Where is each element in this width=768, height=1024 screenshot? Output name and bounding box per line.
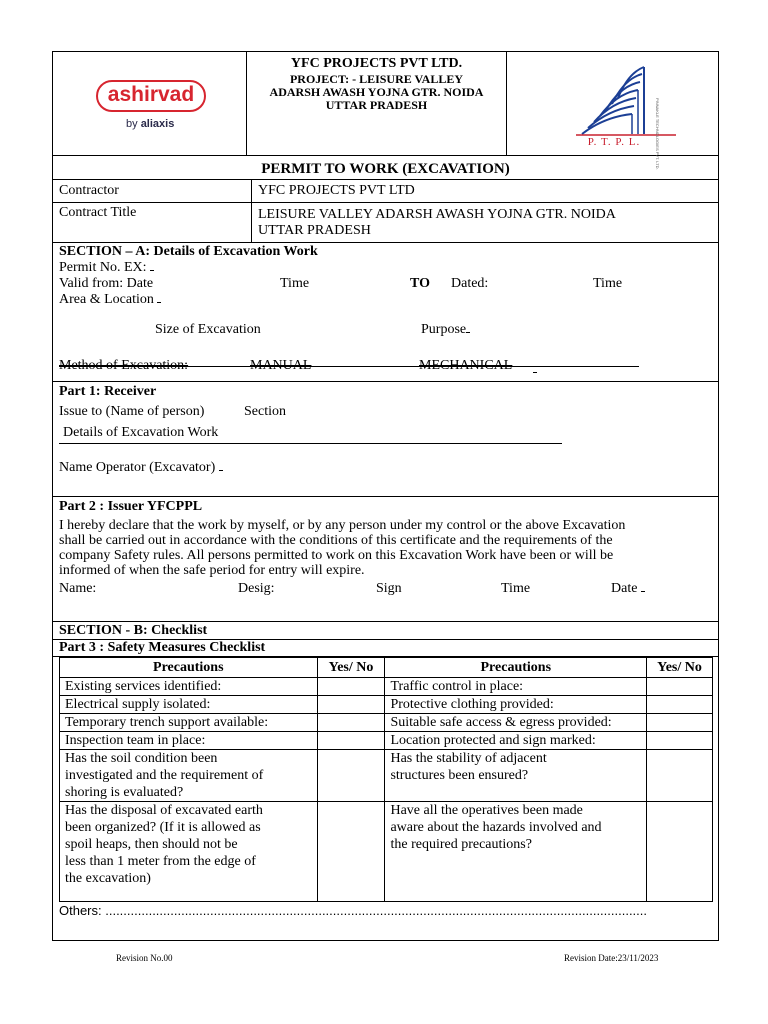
yesno-cell-left[interactable] [317, 678, 385, 696]
issuer-time-label: Time [501, 581, 531, 596]
table-row [60, 678, 713, 696]
area-location-text: Area & Location [59, 292, 154, 307]
issuer-date-label [611, 581, 645, 597]
operator-label [59, 460, 223, 476]
contract-title-value-1: LEISURE VALLEY ADARSH AWASH YOJNA GTR. NOIDA [258, 207, 616, 222]
yesno-cell-right[interactable] [647, 802, 713, 902]
table-row [60, 802, 713, 902]
operator-text: Name Operator (Excavator) [59, 460, 216, 475]
contract-title-bottom-line [52, 242, 719, 243]
precaution-right: Has the stability of adjacent structures been ensured? [385, 750, 647, 802]
yesno-cell-left[interactable] [317, 750, 385, 802]
precaution-right: Suitable safe access & egress provided: [385, 714, 647, 732]
contract-title-label: Contract Title [59, 205, 137, 220]
precaution-right: Traffic control in place: [385, 678, 647, 696]
header-divider-right [506, 51, 507, 155]
project-line-3: UTTAR PRADESH [325, 98, 428, 112]
yesno-cell-left[interactable] [317, 802, 385, 902]
issuer-name-label: Name: [59, 581, 97, 596]
precautions-header-left: Precautions [60, 658, 318, 678]
yesno-header-right: Yes/ No [647, 658, 713, 678]
time-label-1: Time [280, 276, 310, 291]
part1-bottom-line [52, 496, 719, 497]
ashirvad-brand-text: ashirvad [107, 83, 195, 106]
issue-to-label: Issue to (Name of person) [59, 404, 205, 419]
permit-title: PERMIT TO WORK (EXCAVATION) [261, 161, 510, 177]
purpose-label [421, 322, 470, 338]
declaration-line-2: shall be carried out in accordance with the conditions of this certificate and the requirements of the [59, 533, 613, 548]
title-bottom-line [52, 179, 719, 180]
purpose-text: Purpose [421, 322, 467, 337]
yesno-cell-right[interactable] [647, 732, 713, 750]
time-label-2: Time [593, 276, 623, 291]
precaution-right: Have all the operatives been made aware about the hazards involved and the required precautions? [385, 802, 647, 902]
section-a-bottom-line [52, 381, 719, 382]
details-underline [59, 443, 562, 444]
mechanical-option: MECHANICAL [419, 358, 513, 373]
header-bottom-line [52, 155, 719, 156]
method-blank [533, 372, 537, 373]
contractor-label: Contractor [59, 183, 119, 198]
precaution-left: Has the soil condition been investigated and the requirement of shoring is evaluated? [60, 750, 318, 802]
others-field: Others: ...................................................................................................................................................... [59, 903, 648, 918]
precaution-right: Location protected and sign marked: [385, 732, 647, 750]
contractor-bottom-line [52, 202, 719, 203]
declaration-line-1: I hereby declare that the work by myself, or by any person under my control or the above Excavation [59, 518, 626, 533]
method-strike-line [59, 366, 639, 367]
method-label: Method of Excavation: [59, 358, 189, 373]
declaration-line-4: informed of when the safe period for entry will expire. [59, 563, 365, 578]
project-line-2: ADARSH AWASH YOJNA GTR. NOIDA [269, 85, 484, 99]
part1-heading: Part 1: Receiver [59, 384, 157, 399]
yesno-cell-right[interactable] [647, 750, 713, 802]
issuer-desig-label: Desig: [238, 581, 275, 596]
yesno-header-left: Yes/ No [317, 658, 385, 678]
precaution-left: Existing services identified: [60, 678, 318, 696]
declaration-line-3: company Safety rules. All persons permitted to work on this Excavation Work have been or will be [59, 548, 614, 563]
ashirvad-by-text: by [126, 118, 138, 130]
yesno-cell-right[interactable] [647, 678, 713, 696]
ptpl-text: P. T. P. L. [587, 136, 641, 148]
table-row [60, 750, 713, 802]
part3-heading: Part 3 : Safety Measures Checklist [59, 640, 266, 655]
valid-from-label: Valid from: Date [59, 276, 154, 291]
precaution-right: Protective clothing provided: [385, 696, 647, 714]
area-location-label [59, 292, 161, 308]
safety-checklist-table [59, 657, 713, 902]
yesno-cell-left[interactable] [317, 696, 385, 714]
table-row [60, 732, 713, 750]
section-b-heading: SECTION - B: Checklist [59, 623, 208, 638]
section-a-heading: SECTION – A: Details of Excavation Work [59, 244, 318, 259]
contractor-value: YFC PROJECTS PVT LTD [258, 183, 415, 198]
contract-title-value-2: UTTAR PRADESH [258, 223, 371, 238]
ptpl-vertical-text: PINNAKLE TECHNOLOGIES PVT. LTD. [655, 98, 660, 170]
revision-date: Revision Date:23/11/2023 [564, 953, 659, 963]
company-name: YFC PROJECTS PVT LTD. [290, 56, 463, 71]
section-label: Section [244, 404, 286, 419]
size-label: Size of Excavation [155, 322, 261, 337]
ashirvad-logo [96, 80, 208, 135]
ptpl-logo [574, 62, 678, 170]
precaution-left: Electrical supply isolated: [60, 696, 318, 714]
ashirvad-parent-text: aliaxis [140, 118, 175, 130]
part2-heading: Part 2 : Issuer YFCPPL [59, 499, 203, 514]
issuer-sign-label: Sign [376, 581, 402, 596]
precautions-header-right: Precautions [385, 658, 647, 678]
info-divider [251, 179, 252, 242]
permit-no-text: Permit No. EX: [59, 260, 147, 275]
revision-number: Revision No.00 [116, 953, 173, 963]
yesno-cell-right[interactable] [647, 714, 713, 732]
dated-label: Dated: [451, 276, 489, 291]
manual-option: MANUAL [250, 358, 312, 373]
precaution-left: Has the disposal of excavated earth been organized? (If it is allowed as spoil heaps, then should not be less than 1 meter from the edge of the excavation) [60, 802, 318, 902]
ashirvad-tagline [126, 118, 174, 131]
project-line-1: PROJECT: - LEISURE VALLEY [289, 72, 464, 86]
part2-bottom-line [52, 621, 719, 622]
to-label: TO [410, 276, 430, 291]
table-row [60, 714, 713, 732]
details-label: Details of Excavation Work [63, 425, 219, 440]
yesno-cell-left[interactable] [317, 714, 385, 732]
table-row [60, 696, 713, 714]
yesno-cell-right[interactable] [647, 696, 713, 714]
issuer-date-text: Date [611, 581, 638, 596]
precaution-left: Inspection team in place: [60, 732, 318, 750]
permit-no-label [59, 260, 154, 276]
precaution-left: Temporary trench support available: [60, 714, 318, 732]
checklist-header-row [60, 658, 713, 678]
yesno-cell-left[interactable] [317, 732, 385, 750]
